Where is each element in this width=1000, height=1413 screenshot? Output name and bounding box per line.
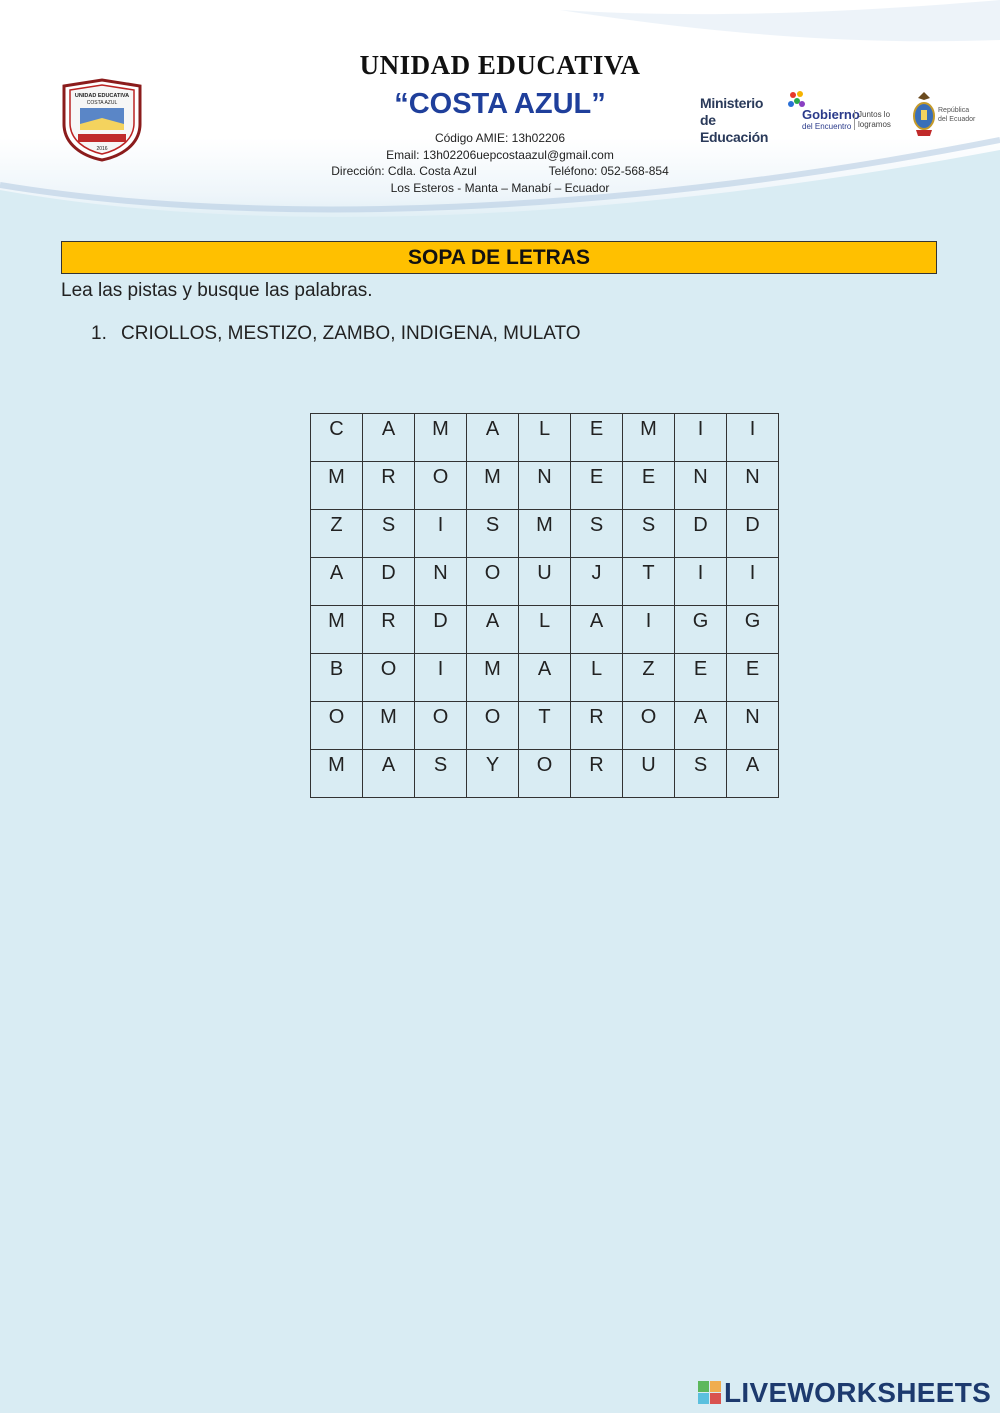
clue-text: CRIOLLOS, MESTIZO, ZAMBO, INDIGENA, MULATO <box>121 323 581 344</box>
school-title: “COSTA AZUL” <box>394 88 606 120</box>
gobierno-logo <box>788 90 900 142</box>
logo-text: UNIDAD EDUCATIVA <box>74 93 130 99</box>
grid-cell[interactable]: O <box>467 558 519 606</box>
grid-cell[interactable]: O <box>415 462 467 510</box>
grid-cell[interactable]: M <box>623 414 675 462</box>
ministerio-logo <box>700 95 780 145</box>
clue-number: 1. <box>91 323 107 344</box>
grid-cell[interactable]: A <box>519 654 571 702</box>
grid-cell[interactable]: A <box>571 606 623 654</box>
grid-cell[interactable]: I <box>727 558 779 606</box>
grid-cell[interactable]: U <box>519 558 571 606</box>
grid-cell[interactable]: S <box>571 510 623 558</box>
grid-row <box>311 558 779 606</box>
grid-cell[interactable]: O <box>519 750 571 798</box>
grid-cell[interactable]: O <box>311 702 363 750</box>
grid-cell[interactable]: Z <box>623 654 675 702</box>
grid-cell[interactable]: B <box>311 654 363 702</box>
codigo-amie: Código AMIE: 13h02206 <box>434 131 566 145</box>
ecuador-coat-of-arms-logo <box>910 90 976 140</box>
ecuador-text: República del Ecuador <box>938 107 976 123</box>
grid-cell[interactable]: S <box>467 510 519 558</box>
grid-cell[interactable]: A <box>467 606 519 654</box>
grid-cell[interactable]: E <box>571 414 623 462</box>
grid-cell[interactable]: I <box>675 558 727 606</box>
grid-cell[interactable]: I <box>415 654 467 702</box>
grid-cell[interactable]: G <box>675 606 727 654</box>
grid-cell[interactable]: N <box>727 462 779 510</box>
grid-cell[interactable]: M <box>311 750 363 798</box>
grid-cell[interactable]: R <box>363 606 415 654</box>
grid-cell[interactable]: A <box>363 750 415 798</box>
grid-cell[interactable]: I <box>727 414 779 462</box>
grid-cell[interactable]: R <box>571 750 623 798</box>
grid-cell[interactable]: L <box>519 414 571 462</box>
instruction-text: Lea las pistas y busque las palabras. <box>61 280 373 301</box>
grid-body <box>311 414 779 798</box>
grid-cell[interactable]: O <box>623 702 675 750</box>
grid-cell[interactable]: M <box>415 414 467 462</box>
logo-subtext: COSTA AZUL <box>86 100 118 106</box>
grid-cell[interactable]: Z <box>311 510 363 558</box>
grid-row <box>311 462 779 510</box>
grid-cell[interactable]: R <box>571 702 623 750</box>
logo-year: 2016 <box>96 146 108 152</box>
grid-cell[interactable]: E <box>571 462 623 510</box>
ministerio-line2: de Educación <box>700 112 769 145</box>
direccion: Dirección: Cdla. Costa Azul <box>331 164 477 178</box>
address-phone-line <box>0 164 1000 178</box>
grid-cell[interactable]: I <box>675 414 727 462</box>
grid-row <box>311 750 779 798</box>
grid-cell[interactable]: D <box>363 558 415 606</box>
telefono: Teléfono: 052-568-854 <box>548 164 669 178</box>
grid-cell[interactable]: E <box>623 462 675 510</box>
email-line: Email: 13h02206uepcostaazul@gmail.com <box>386 148 614 162</box>
grid-cell[interactable]: O <box>467 702 519 750</box>
grid-cell[interactable]: N <box>727 702 779 750</box>
grid-cell[interactable]: I <box>623 606 675 654</box>
grid-cell[interactable]: J <box>571 558 623 606</box>
grid-cell[interactable]: N <box>675 462 727 510</box>
location-line: Los Esteros - Manta – Manabí – Ecuador <box>390 181 610 195</box>
grid-cell[interactable]: M <box>363 702 415 750</box>
grid-row <box>311 414 779 462</box>
grid-cell[interactable]: M <box>311 606 363 654</box>
grid-cell[interactable]: G <box>727 606 779 654</box>
grid-cell[interactable]: L <box>571 654 623 702</box>
grid-cell[interactable]: M <box>311 462 363 510</box>
grid-cell[interactable]: L <box>519 606 571 654</box>
grid-cell[interactable]: C <box>311 414 363 462</box>
grid-cell[interactable]: E <box>727 654 779 702</box>
grid-cell[interactable]: E <box>675 654 727 702</box>
grid-cell[interactable]: A <box>311 558 363 606</box>
grid-cell[interactable]: A <box>675 702 727 750</box>
grid-cell[interactable]: M <box>519 510 571 558</box>
grid-cell[interactable]: T <box>623 558 675 606</box>
grid-cell[interactable]: I <box>415 510 467 558</box>
grid-cell[interactable]: O <box>415 702 467 750</box>
clue-list-item <box>91 323 581 345</box>
school-name: UNIDAD EDUCATIVA <box>359 50 641 80</box>
grid-cell[interactable]: A <box>363 414 415 462</box>
ministerio-line1: Ministerio <box>700 95 764 111</box>
grid-cell[interactable]: S <box>415 750 467 798</box>
grid-cell[interactable]: D <box>727 510 779 558</box>
grid-cell[interactable]: A <box>467 414 519 462</box>
grid-cell[interactable]: D <box>675 510 727 558</box>
grid-cell[interactable]: Y <box>467 750 519 798</box>
word-search-grid[interactable] <box>310 413 779 798</box>
grid-cell[interactable]: U <box>623 750 675 798</box>
grid-cell[interactable]: D <box>415 606 467 654</box>
grid-cell[interactable]: A <box>727 750 779 798</box>
gobierno-subtext: del Encuentro <box>802 122 852 131</box>
coat-of-arms-icon <box>910 90 938 138</box>
liveworksheets-blocks-icon <box>698 1381 722 1405</box>
grid-row <box>311 654 779 702</box>
liveworksheets-brand: LIVEWORKSHEETS <box>724 1377 992 1408</box>
grid-cell[interactable]: S <box>363 510 415 558</box>
grid-row <box>311 510 779 558</box>
grid-cell[interactable]: S <box>623 510 675 558</box>
juntos-text: Juntos lo logramos <box>854 110 898 130</box>
grid-row <box>311 702 779 750</box>
grid-cell[interactable]: M <box>467 654 519 702</box>
grid-cell[interactable]: N <box>415 558 467 606</box>
grid-cell[interactable]: M <box>467 462 519 510</box>
grid-cell[interactable]: T <box>519 702 571 750</box>
grid-cell[interactable]: N <box>519 462 571 510</box>
grid-cell[interactable]: O <box>363 654 415 702</box>
gobierno-text: Gobierno <box>802 107 860 122</box>
grid-row <box>311 606 779 654</box>
section-title-bar: SOPA DE LETRAS <box>61 241 937 274</box>
grid-cell[interactable]: R <box>363 462 415 510</box>
grid-cell[interactable]: S <box>675 750 727 798</box>
